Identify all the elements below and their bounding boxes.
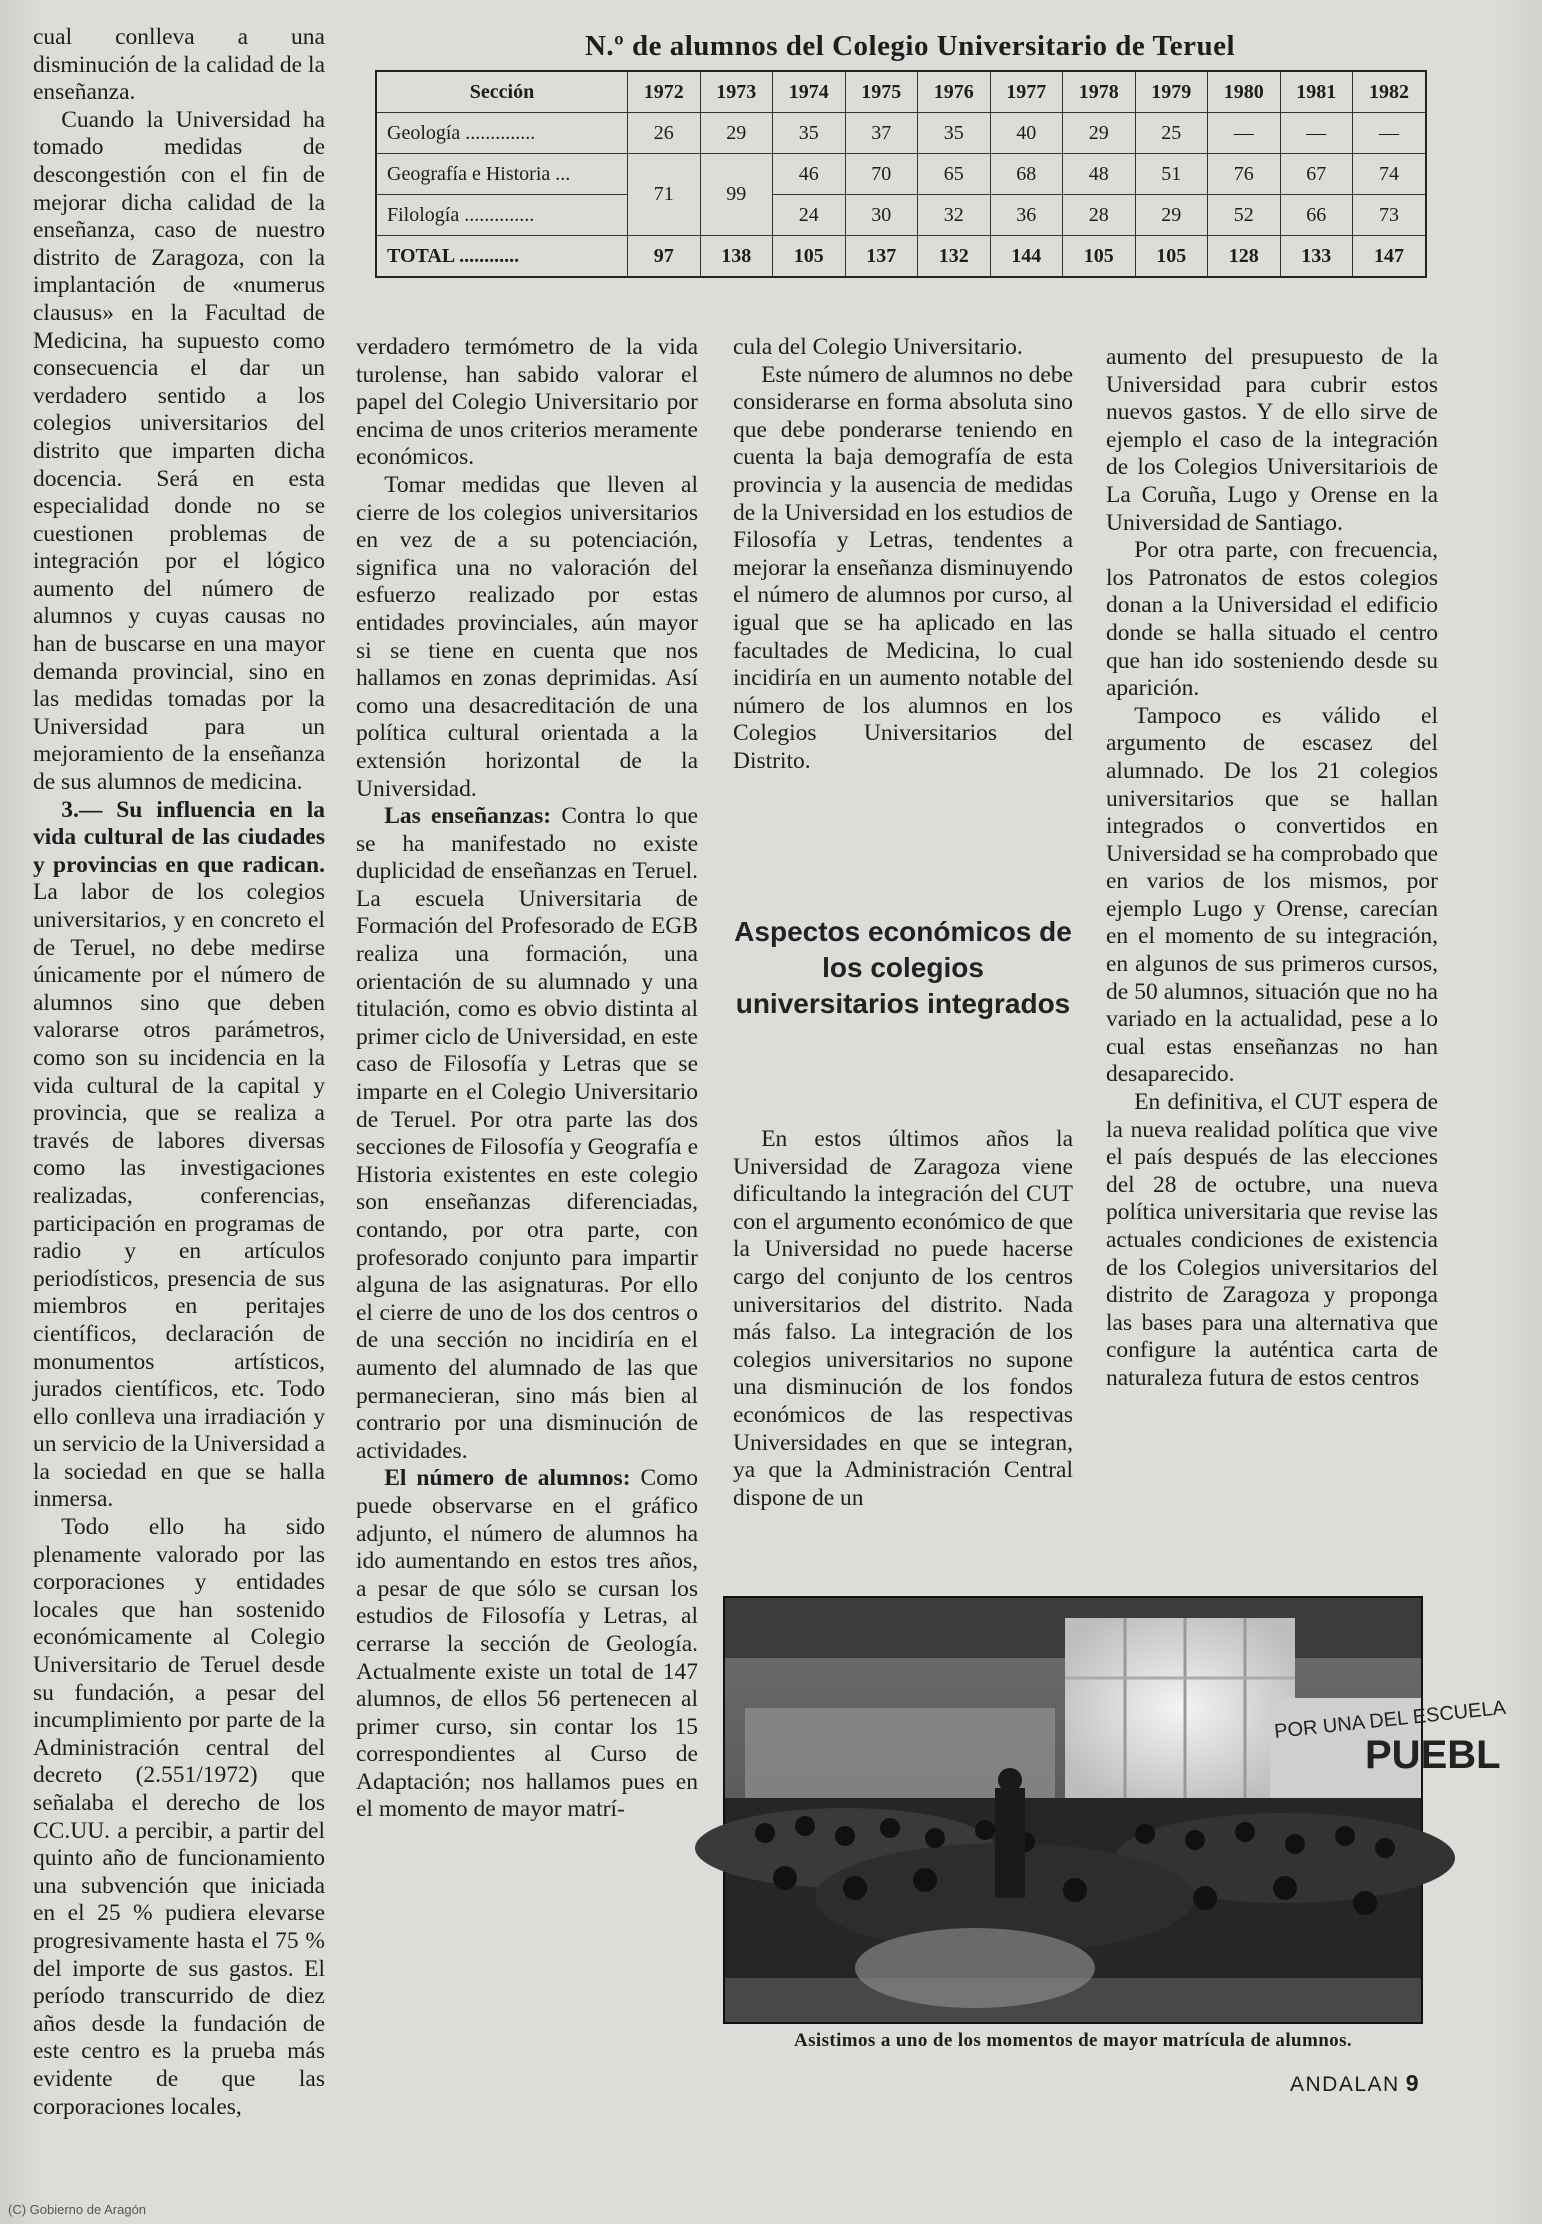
- paragraph: Por otra parte, con frecuencia, los Patronatos de estos colegios donan a la Universidad el edificio donde se halla situado el centro que han ido sosteniendo desde su aparición.: [1106, 537, 1438, 702]
- article-column-3-lower: [733, 1126, 1073, 1512]
- table-cell: 138: [700, 236, 773, 278]
- table-row-geologia: [376, 113, 1426, 154]
- table-cell: 65: [918, 154, 991, 195]
- subheading: El número de alumnos:: [384, 1465, 631, 1492]
- table-cell: 52: [1208, 195, 1281, 236]
- subheading: Las enseñanzas:: [384, 803, 552, 830]
- table-cell: —: [1208, 113, 1281, 154]
- table-cell: 70: [845, 154, 918, 195]
- section-header: Sección: [376, 71, 628, 113]
- paragraph-text: Contra lo que se ha manifestado no existe duplicidad de enseñanzas en Teruel. La escuela Universitaria de Formación del Profesorado de EGB realiza una formación, una orientación de su alumnado y una titulación, como es obvio distinta al primer ciclo de Universidad, en este caso de Filosofía y Letras que se imparte en el Colegio Universitario de Teruel. Por otra parte las dos secciones de Filosofía y Geografía e Historia existentes en este colegio son enseñanzas diferenciadas, contando, por otra parte, con profesorado conjunto para impartir alguna de las asignaturas. Por ello el cierre de uno de los dos centros o de una sección no incidiría en el aumento del alumnado de las que permanecieran, sino más bien al contrario por una disminución de actividades.: [356, 803, 699, 1464]
- table-cell: 26: [628, 113, 701, 154]
- table-cell: 48: [1063, 154, 1136, 195]
- table-cell: 29: [1135, 195, 1208, 236]
- paragraph: Cuando la Universidad ha tomado medidas de descongestión con el fin de mejorar dicha calidad de la enseñanza, caso de nuestro distrito de Zaragoza, con la implantación de «numerus clausus» en la Facultad de Medicina, ha supuesto como consecuencia el dar un verdadero sentido a los colegios universitarios del distrito que imparten dicha docencia. Será en esta especialidad donde no se cuestionen problemas de integración por el lógico aumento del número de alumnos y cuyas causas no han de buscarse en una mayor demanda provincial, sino en las medidas tomadas por la Universidad para un mejoramiento de la enseñanza de sus alumnos de medicina.: [33, 106, 325, 796]
- table-cell: 68: [990, 154, 1063, 195]
- page-number: 9: [1405, 2070, 1420, 2096]
- table-cell: 35: [773, 113, 846, 154]
- table-cell: 133: [1280, 236, 1353, 278]
- year-header: 1980: [1208, 71, 1281, 113]
- paragraph-text: Como puede observarse en el gráfico adjunto, el número de alumnos ha ido aumentando en estos tres años, a pesar de que sólo se cursan los estudios de Filosofía y Letras, al cerrarse la sección de Geología. Actualmente existe un total de 147 alumnos, de ellos 56 pertenecen al primer curso, sin contar los 15 correspondientes al Curso de Adaptación; nos hallamos pues en el momento de mayor matrí-: [356, 1465, 698, 1823]
- table-row-total: [376, 236, 1426, 278]
- section-heading: Aspectos económicos de los colegios universitarios integrados: [734, 916, 1072, 1019]
- paragraph: cual conlleva a una disminución de la calidad de la enseñanza.: [33, 24, 325, 106]
- year-header: 1974: [773, 71, 846, 113]
- table-cell: 132: [918, 236, 991, 278]
- row-label: Geología ..............: [376, 113, 628, 154]
- table-cell: 137: [845, 236, 918, 278]
- table-header-row: [376, 71, 1426, 113]
- paragraph-text: La labor de los colegios universitarios, y en concreto el de Teruel, no debe medirse únicamente por el número de alumnos sino que deben valorarse otros parámetros, como son su incidencia en la vida cultural de la capital y provincia, que se realiza a través de labores diversas como las investigaciones realizadas, conferencias, participación en programas de radio y en artículos periodísticos, presencia de sus miembros en peritajes científicos, declaración de monumentos artísticos, jurados científicos, etc. Todo ello conlleva una irradiación y un servicio de la Universidad a la sociedad en que se halla inmersa.: [33, 879, 325, 1513]
- year-header: 1973: [700, 71, 773, 113]
- row-label: TOTAL ............: [376, 236, 628, 278]
- paragraph: cula del Colegio Universitario.: [733, 334, 1023, 360]
- paragraph: [356, 1465, 698, 1824]
- year-header: 1979: [1135, 71, 1208, 113]
- subheading: 3.— Su influencia en la vida cultural de las ciudades y provincias en que radican.: [33, 796, 325, 878]
- paragraph: Tomar medidas que lleven al cierre de los colegios universitarios en vez de a su potenciación, significa una no valoración del esfuerzo realizado por estas entidades provinciales, aún mayor si se tiene en cuenta que nos hallamos en zonas deprimidas. Así como una desacreditación de una política cultural orientada a la extensión horizontal de la Universidad.: [356, 471, 698, 802]
- classroom-photo-image: [725, 1598, 1507, 2022]
- table-cell: 97: [628, 236, 701, 278]
- paragraph: [356, 803, 698, 1465]
- table-cell: 105: [1063, 236, 1136, 278]
- table-cell: —: [1353, 113, 1427, 154]
- paragraph: [33, 797, 325, 1514]
- paragraph: verdadero termómetro de la vida turolense, han sabido valorar el papel del Colegio Universitario por encima de unos criterios meramente económicos.: [356, 334, 698, 471]
- page-footer: [1290, 2070, 1420, 2097]
- paragraph: aumento del presupuesto de la Universidad para cubrir estos nuevos gastos. Y de ello sirve de ejemplo el caso de la integración de los Colegios Universitariois de La Coruña, Lugo y Orense en la Universidad de Santiago.: [1106, 344, 1438, 536]
- table-cell: 29: [1063, 113, 1136, 154]
- photo-caption: Asistimos a uno de los momentos de mayor matrícula de alumnos.: [793, 2030, 1353, 2051]
- table-cell: 30: [845, 195, 918, 236]
- table-cell: 24: [773, 195, 846, 236]
- year-header: 1972: [628, 71, 701, 113]
- table-cell: 74: [1353, 154, 1427, 195]
- banner-text: PUEBL: [1365, 1733, 1501, 1777]
- article-column-4: [1106, 344, 1438, 1393]
- year-header: 1975: [845, 71, 918, 113]
- table-cell: 128: [1208, 236, 1281, 278]
- paragraph: En definitiva, el CUT espera de la nueva realidad política que vive el país después de las elecciones del 28 de octubre, una nueva política universitaria que revise las actuales condiciones de existencia de los Colegios universitarios del distrito de Zaragoza y proponga las bases para una alternativa que configure la auténtica carta de naturaleza futura de estos centros: [1106, 1089, 1438, 1391]
- paragraph: Todo ello ha sido plenamente valorado por las corporaciones y entidades locales que han sostenido económicamente al Colegio Universitario de Teruel desde su fundación, a pesar del incumplimiento por parte de la Administración central del decreto (2.551/1972) que señalaba el derecho de los CC.UU. a percibir, a partir del quinto año de funcionamiento una subvención que iniciada en el 25 % pudiera elevarse progresivamente hasta el 75 % del importe de sus gastos. El período transcurrido de diez años desde la fundación de este centro es la prueba más evidente de que las corporaciones locales,: [33, 1514, 325, 2120]
- year-header: 1978: [1063, 71, 1136, 113]
- article-column-2: [356, 334, 698, 1824]
- table-cell: 35: [918, 113, 991, 154]
- table-cell: 105: [1135, 236, 1208, 278]
- row-label: Geografía e Historia ...: [376, 154, 628, 195]
- banner-text: POR UNA DEL ESCUELA: [1273, 1696, 1507, 1743]
- table-cell: 67: [1280, 154, 1353, 195]
- table-cell: 29: [700, 113, 773, 154]
- table-cell-merged: 71: [628, 154, 701, 236]
- year-header: 1981: [1280, 71, 1353, 113]
- year-header: 1976: [918, 71, 991, 113]
- row-label: Filología ..............: [376, 195, 628, 236]
- table-cell: —: [1280, 113, 1353, 154]
- table-cell: 32: [918, 195, 991, 236]
- table-cell: 144: [990, 236, 1063, 278]
- table-cell: 105: [773, 236, 846, 278]
- table-cell: 40: [990, 113, 1063, 154]
- paragraph: Tampoco es válido el argumento de escasez del alumnado. De los 21 colegios universitarios que se hallan integrados o convertidos en Universidad se ha comprobado que en varios de los mismos, por ejemplo Lugo y Orense, carecían en el momento de su integración, en algunos de sus primeros cursos, de 50 alumnos, situación que no ha variado en la actualidad, pese a lo cual estas enseñanzas no han desaparecido.: [1106, 702, 1438, 1088]
- table-cell: 46: [773, 154, 846, 195]
- article-column-1: [33, 24, 325, 2121]
- table-cell: 25: [1135, 113, 1208, 154]
- table-cell: 37: [845, 113, 918, 154]
- table-cell: 36: [990, 195, 1063, 236]
- paragraph: Este número de alumnos no debe considerarse en forma absoluta sino que debe ponderarse teniendo en cuenta la baja demografía de esta provincia y la ausencia de medidas de la Universidad en los estudios de Filosofía y Letras, tendentes a mejorar la enseñanza disminuyendo el número de alumnos por curso, al igual que se ha aplicado en las facultades de Medicina, lo cual incidiría en un aumento notable del número de los alumnos en los Colegios Universitarios del Distrito.: [733, 361, 1073, 774]
- table-row-filologia: [376, 195, 1426, 236]
- table-cell: 76: [1208, 154, 1281, 195]
- table-cell: 51: [1135, 154, 1208, 195]
- table-title: N.º de alumnos del Colegio Universitario de Teruel: [584, 30, 1235, 62]
- classroom-photo: [723, 1596, 1507, 2024]
- article-column-3: [733, 334, 1073, 776]
- year-header: 1982: [1353, 71, 1427, 113]
- table-cell: 73: [1353, 195, 1427, 236]
- publication-name: ANDALAN: [1290, 2073, 1400, 2096]
- paragraph: En estos últimos años la Universidad de Zaragoza viene dificultando la integración del CUT con el argumento económico de que la Universidad no puede hacerse cargo del conjunto de los centros universitarios del distrito. Nada más falso. La integración de los colegios universitarios no supone una disminución de los fondos económicos de las respectivas Universidades en que se integran, ya que la Administración Central dispone de un: [733, 1126, 1073, 1511]
- student-count-table: [375, 70, 1427, 278]
- copyright-notice: (C) Gobierno de Aragón: [8, 2202, 147, 2217]
- table-cell: 66: [1280, 195, 1353, 236]
- table-cell-merged: 99: [700, 154, 773, 236]
- table-cell: 147: [1353, 236, 1427, 278]
- table-cell: 28: [1063, 195, 1136, 236]
- table-row-geografia: [376, 154, 1426, 195]
- year-header: 1977: [990, 71, 1063, 113]
